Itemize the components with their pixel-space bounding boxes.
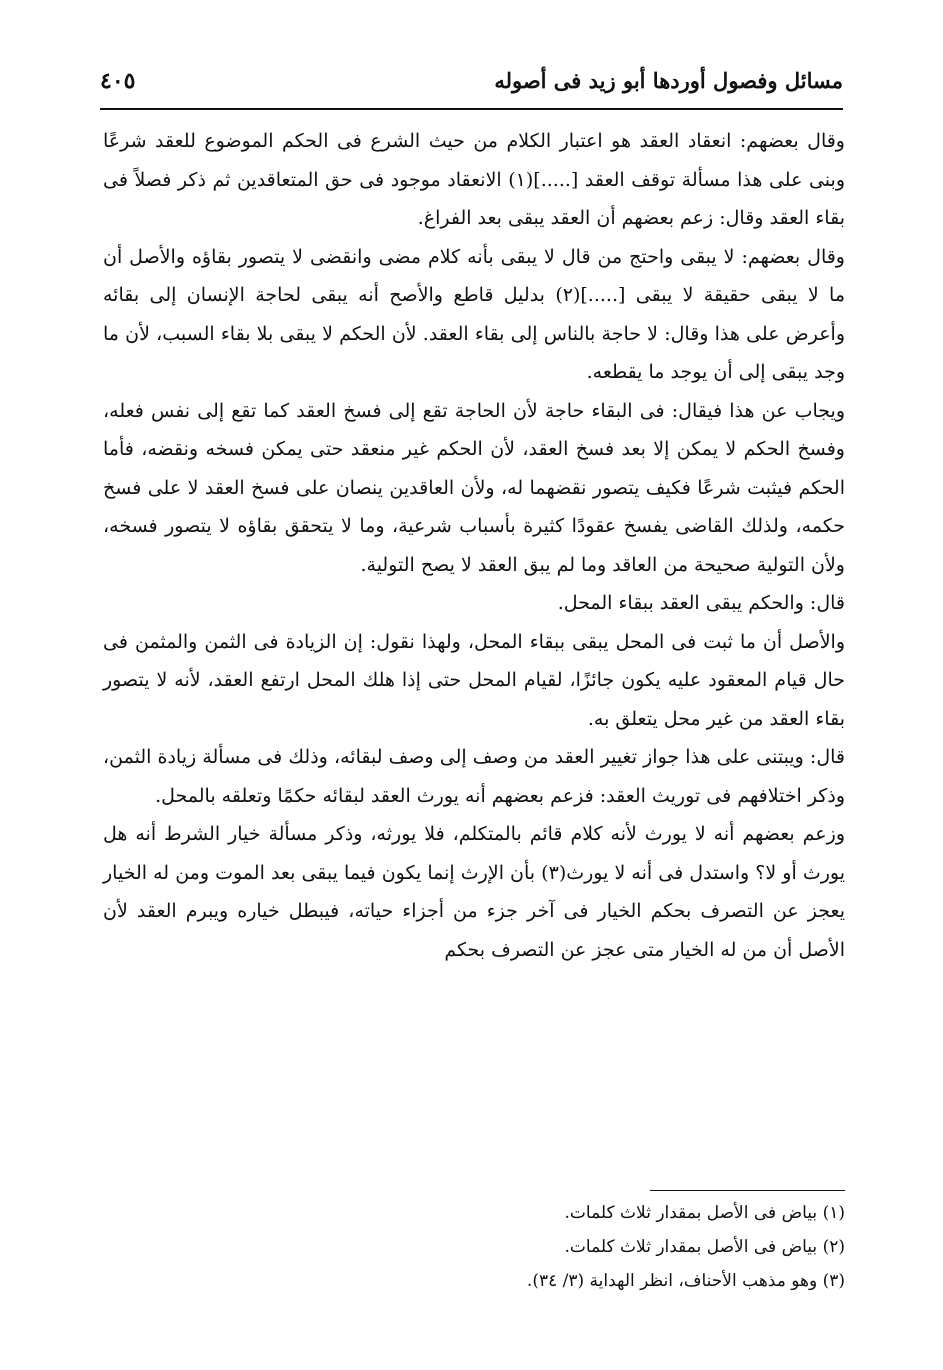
- paragraph: وقال بعضهم: لا يبقى واحتج من قال لا يبقى بأنه كلام مضى وانقضى لا يتصور بقاؤه والأصل أن ما لا يبقى حقيقة لا يبقى [.....](٢) بدليل قاطع والأصح أنه يبقى لحاجة الإنسان إلى بقائه وأعرض على هذا وقال: لا حاجة بالناس إلى بقاء العقد. لأن الحكم لا يبقى بلا بقاء السبب، لأن ما وجد يبقى إلى أن يوجد ما يقطعه.: [103, 245, 845, 383]
- paragraph: قال: والحكم يبقى العقد ببقاء المحل.: [557, 592, 845, 614]
- footnote: (٣) وهو مذهب الأحناف، انظر الهداية (٣/ ٣٤).: [526, 1271, 845, 1291]
- footnote-divider: [650, 1190, 845, 1191]
- paragraph: وزعم بعضهم أنه لا يورث لأنه كلام قائم بالمتكلم، فلا يورثه، وذكر مسألة خيار الشرط أنه هل يورث أو لا؟ واستدل فى أنه لا يورث(٣) بأن الإرث إنما يكون فيما يبقى بعد الموت ومن له الخيار يعجز عن التصرف بحكم الخيار فى آخر جزء من أجزاء حياته، فيبطل خياره ويبرم العقد لأن الأصل أن من له الخيار متى عجز عن التصرف بحكم: [103, 823, 845, 961]
- main-text: [103, 122, 845, 969]
- running-header: [100, 60, 843, 106]
- paragraph: قال: ويبتنى على هذا جواز تغيير العقد من وصف إلى وصف لبقائه، وذلك فى مسألة زيادة الثمن، وذكر اختلافهم فى توريث العقد: فزعم بعضهم أنه يورث العقد لبقائه حكمًا وتعلقه بالمحل.: [103, 746, 845, 807]
- page-number: ٤٠٥: [100, 68, 136, 94]
- footnote: (٢) بياض فى الأصل بمقدار ثلاث كلمات.: [564, 1237, 845, 1257]
- paragraph: والأصل أن ما ثبت فى المحل يبقى ببقاء المحل، ولهذا نقول: إن الزيادة فى الثمن والمثمن فى حال قيام المعقود عليه يكون جائزًا، لقيام المحل حتى إذا هلك المحل ارتفع العقد، لأنه لا يتصور بقاء العقد من غير محل يتعلق به.: [103, 630, 845, 730]
- footnotes: [103, 1196, 845, 1298]
- footnote: (١) بياض فى الأصل بمقدار ثلاث كلمات.: [564, 1203, 845, 1223]
- paragraph: وقال بعضهم: انعقاد العقد هو اعتبار الكلام من حيث الشرع فى الحكم الموضوع للعقد شرعًا وبنى على هذا مسألة توقف العقد [.....](١) الانعقاد موجود فى حق المتعاقدين ثم ذكر فصلاً فى بقاء العقد وقال: زعم بعضهم أن العقد يبقى بعد الفراغ.: [103, 130, 845, 229]
- chapter-title: مسائل وفصول أوردها أبو زيد فى أصوله: [494, 68, 843, 93]
- header-divider: [100, 108, 843, 110]
- paragraph: ويجاب عن هذا فيقال: فى البقاء حاجة لأن الحاجة تقع إلى فسخ العقد كما تقع إلى نفس فعله، وفسخ الحكم لا يمكن إلا بعد فسخ العقد، لأن الحكم غير منعقد حتى يمكن فسخه ونقضه، فأما الحكم فيثبت شرعًا فكيف يتصور نقضهما له، ولأن العاقدين ينصان على فسخ العقد لا على فسخ حكمه، ولذلك القاضى يفسخ عقودًا كثيرة بأسباب شرعية، وما لا يتحقق بقاؤه لا يتصور فسخه، ولأن التولية صحيحة من العاقد وما لم يبق العقد لا يصح التولية.: [103, 399, 845, 576]
